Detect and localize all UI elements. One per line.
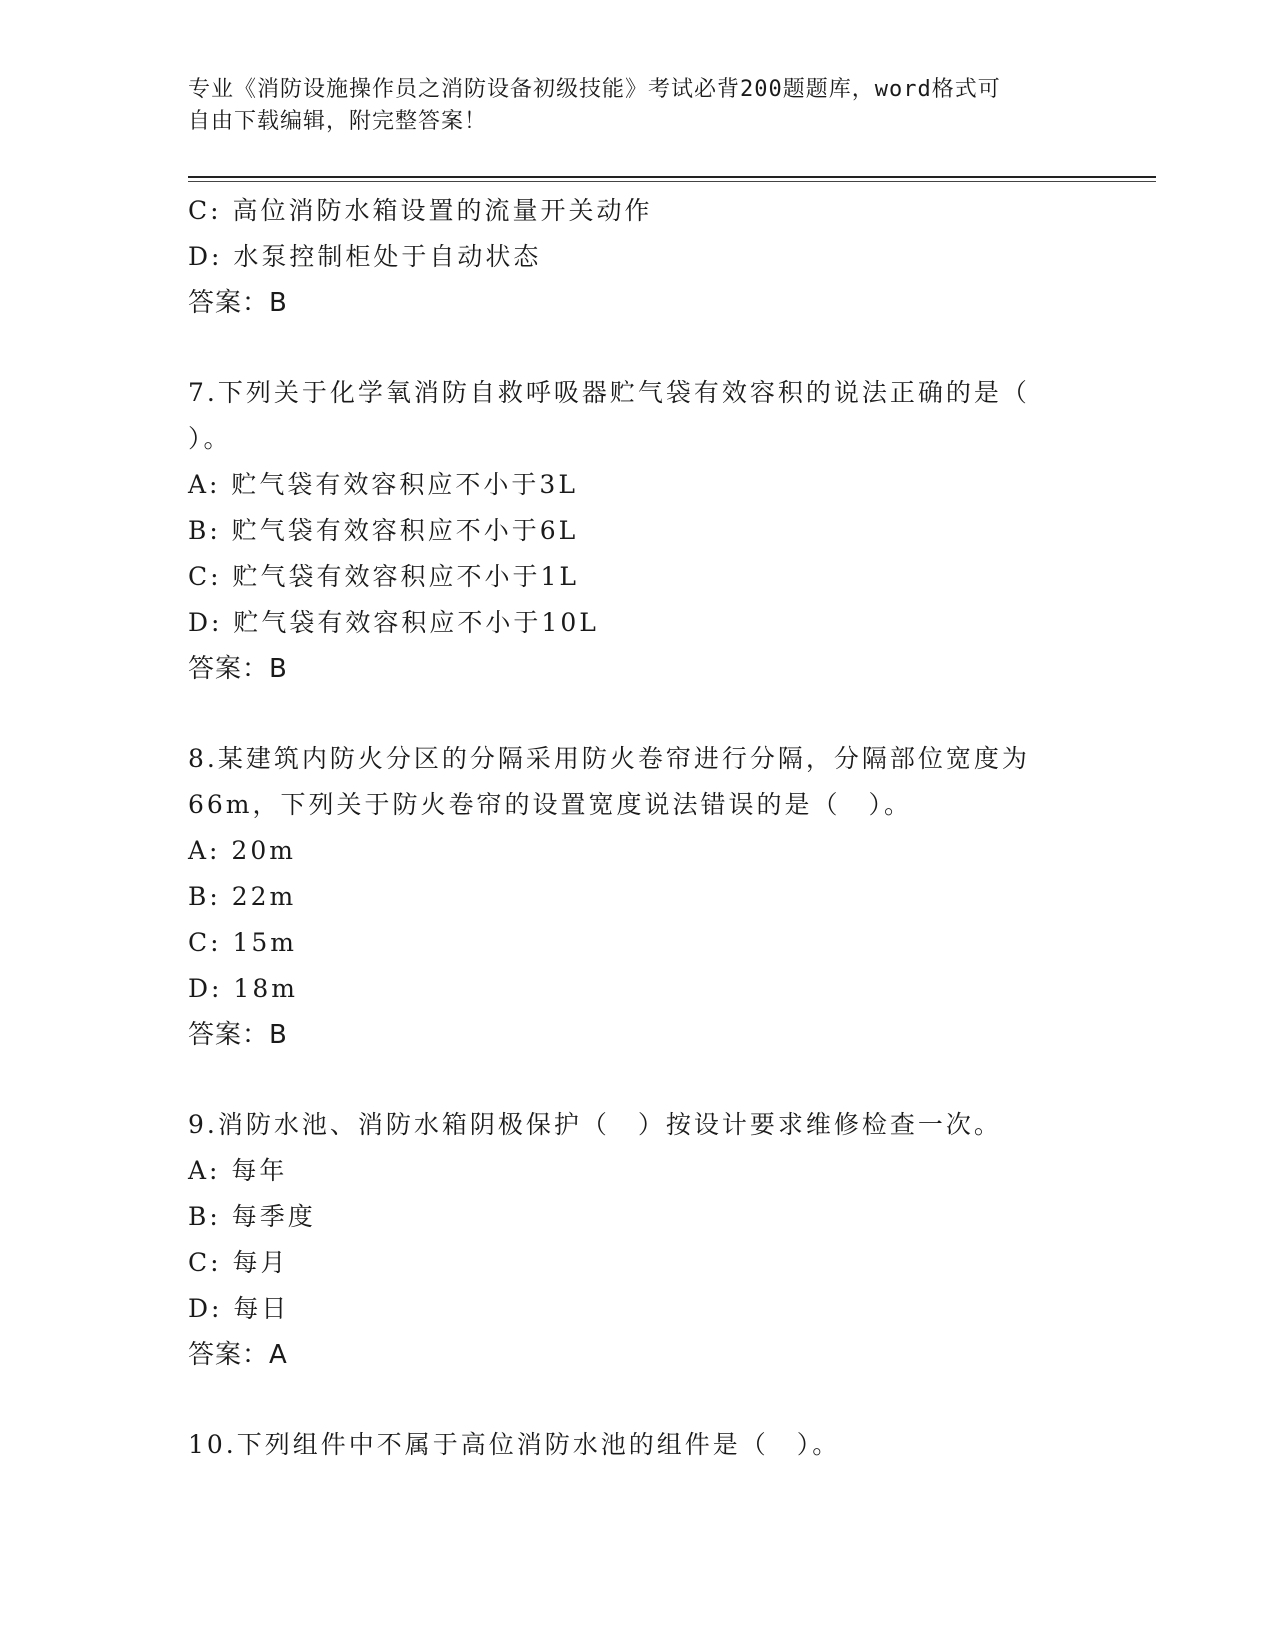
- question-block-10: [188, 1422, 1088, 1468]
- question-block-prev: [188, 188, 1088, 326]
- option-a: A: 每年: [188, 1156, 288, 1185]
- option-a: A: 20m: [188, 836, 296, 865]
- option-d: D: 每日: [188, 1294, 290, 1323]
- option-d: D: 水泵控制柜处于自动状态: [188, 242, 542, 271]
- question-stem: 8.某建筑内防火分区的分隔采用防火卷帘进行分隔，分隔部位宽度为: [188, 744, 1030, 773]
- answer-label: 答案：B: [188, 288, 288, 318]
- option-a: A: 贮气袋有效容积应不小于3L: [188, 470, 578, 499]
- header-line-1: 专业《消防设施操作员之消防设备初级技能》考试必背200题题库，word格式可: [188, 77, 1001, 102]
- answer-label: 答案：A: [188, 1340, 288, 1370]
- question-list: [188, 188, 1088, 1468]
- header-divider-thin: [188, 181, 1156, 182]
- question-stem: 9.消防水池、消防水箱阴极保护（ ）按设计要求维修检查一次。: [188, 1110, 1002, 1139]
- option-d: D: 贮气袋有效容积应不小于10L: [188, 608, 599, 637]
- spacer: [188, 1378, 1088, 1422]
- option-b: B: 每季度: [188, 1202, 316, 1231]
- spacer: [188, 326, 1088, 370]
- spacer: [188, 692, 1088, 736]
- question-stem-cont: 66m，下列关于防火卷帘的设置宽度说法错误的是（ ）。: [188, 790, 913, 819]
- question-block-8: [188, 736, 1088, 1058]
- question-stem: 7.下列关于化学氧消防自救呼吸器贮气袋有效容积的说法正确的是（: [188, 378, 1030, 407]
- document-header: [188, 74, 1088, 138]
- question-stem-cont: ）。: [188, 424, 232, 453]
- option-c: C: 15m: [188, 928, 298, 957]
- question-stem: 10.下列组件中不属于高位消防水池的组件是（ ）。: [188, 1430, 841, 1459]
- option-c: C: 高位消防水箱设置的流量开关动作: [188, 196, 653, 225]
- answer-label: 答案：B: [188, 654, 288, 684]
- question-block-9: [188, 1102, 1088, 1378]
- answer-label: 答案：B: [188, 1020, 288, 1050]
- question-block-7: [188, 370, 1088, 692]
- spacer: [188, 1058, 1088, 1102]
- option-c: C: 贮气袋有效容积应不小于1L: [188, 562, 580, 591]
- header-line-2: 自由下载编辑，附完整答案！: [188, 109, 488, 134]
- option-c: C: 每月: [188, 1248, 289, 1277]
- option-b: B: 贮气袋有效容积应不小于6L: [188, 516, 579, 545]
- header-divider-thick: [188, 176, 1156, 178]
- option-b: B: 22m: [188, 882, 297, 911]
- option-d: D: 18m: [188, 974, 298, 1003]
